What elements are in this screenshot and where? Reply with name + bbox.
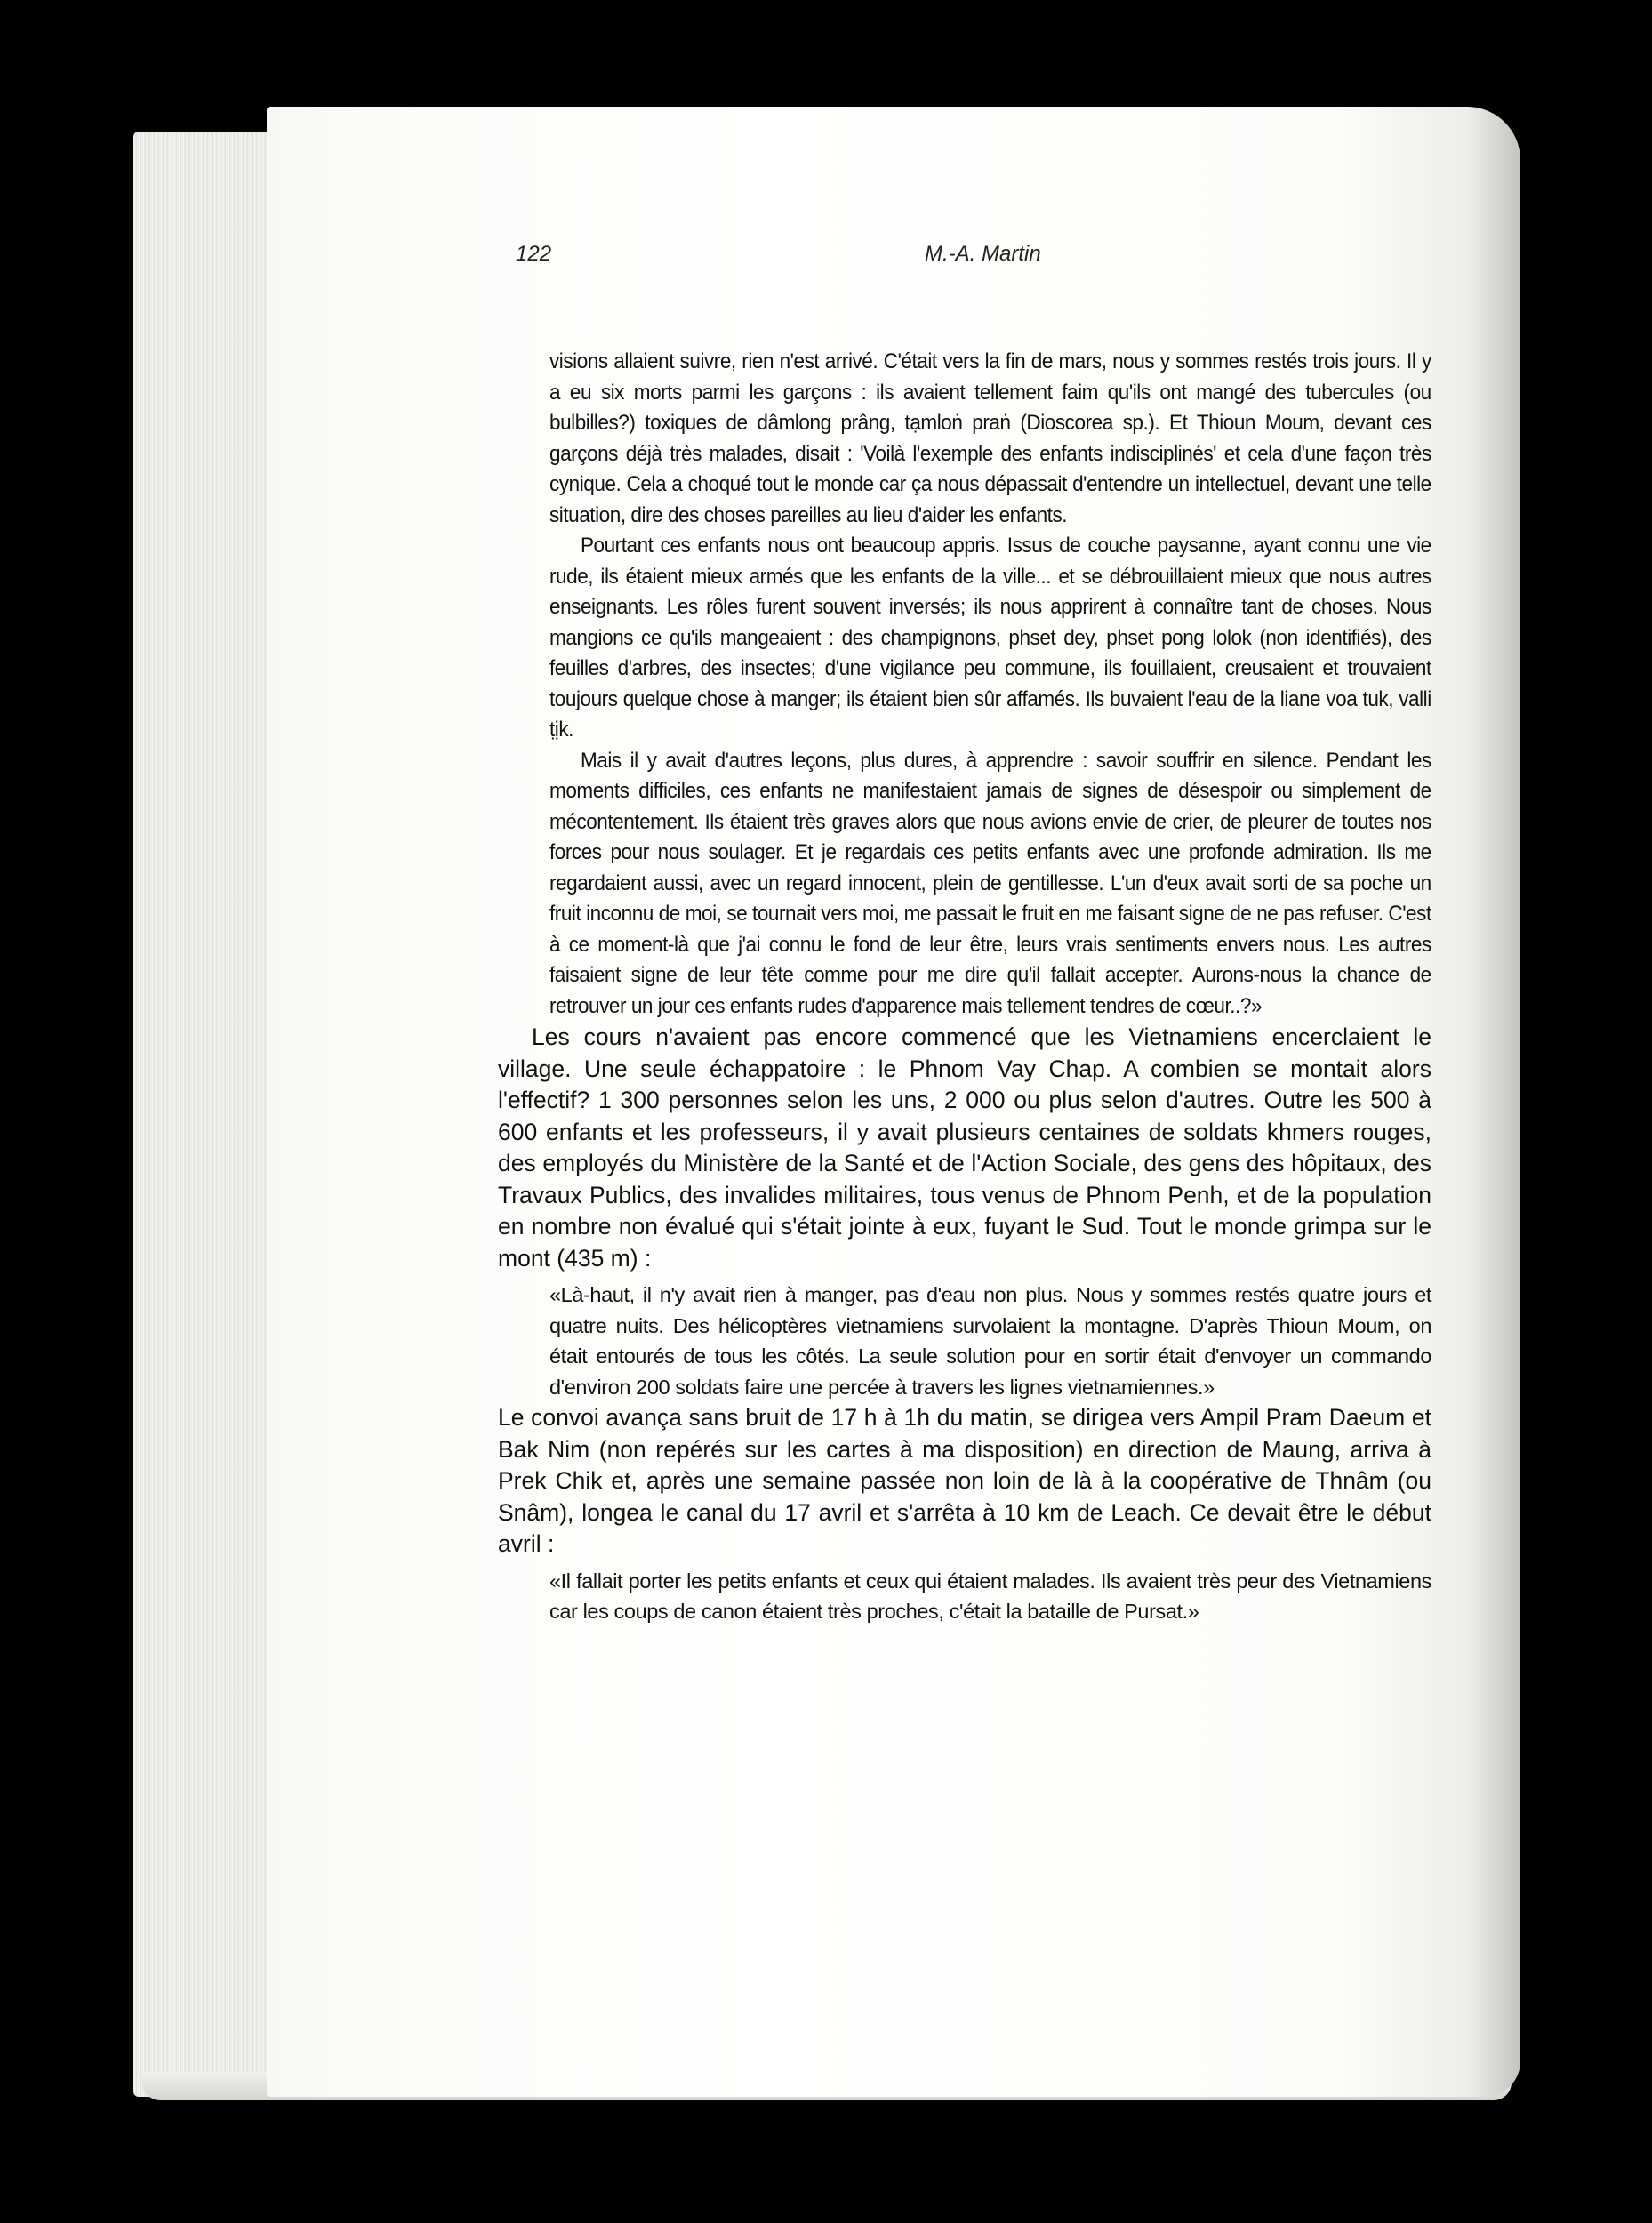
spine-shadow [1467,107,1520,2097]
quote-paragraph: visions allaient suivre, rien n'est arrivé. C'était vers la fin de mars, nous y sommes restés trois jours. Il y a eu six morts parmi les garçons : ils avaient tellement faim qu'ils ont mangé des tubercules (ou bulbilles?) toxiques de dâmlong prâng, tạmloṅ praṅ (Dioscorea sp.). Et Thioun Moum, devant ces garçons déjà très malades, disait : 'Voilà l'exemple des enfants indisciplinés' et cela d'une façon très cynique. Cela a choqué tout le monde car ça nous dépassait d'entendre un intellectuel, devant une telle situation, dire des choses pareilles au lieu d'aider les enfants. [549,349,1431,527]
block-quote-1 [549,347,1431,1022]
quote-paragraph: «Là-haut, il n'y avait rien à manger, pas d'eau non plus. Nous y sommes restés quatre jours et quatre nuits. Des hélicoptères vietnamiens survolaient la montagne. D'après Thioun Moum, on était entourés de tous les côtés. La seule solution pour en sortir était d'envoyer un commando d'environ 200 soldats faire une percée à travers les lignes vietnamiennes.» [549,1283,1431,1399]
page-number: 122 [516,242,552,266]
body-paragraph: Les cours n'avaient pas encore commencé que les Vietnamiens encerclaient le village. Une seule échappatoire : le Phnom Vay Chap. A combien se montait alors l'effectif? 1 300 personnes selon les uns, 2 000 ou plus selon d'autres. Outre les 500 à 600 enfants et les professeurs, il y avait plusieurs centaines de soldats khmers rouges, des employés du Ministère de la Santé et de l'Action Sociale, des gens des hôpitaux, des Travaux Publics, des invalides militaires, tous venus de Phnom Penh, et de la population en nombre non évalué qui s'était jointe à eux, fuyant le Sud. Tout le monde grimpa sur le mont (435 m) : [498,1023,1431,1272]
quote-paragraph: Pourtant ces enfants nous ont beaucoup appris. Issus de couche paysanne, ayant connu une vie rude, ils étaient mieux armés que les enfants de la ville... et se débrouillaient mieux que nous autres enseignants. Les rôles furent souvent inversés; ils nous apprirent à connaître tant de choses. Nous mangions ce qu'ils mangeaient : des champignons, phset dey, phset pong lolok (non identifiés), des feuilles d'arbres, des insectes; d'une vigilance peu commune, ils fouillaient, creusaient et trouvaient toujours quelque chose à manger; ils étaient bien sûr affamés. Ils buvaient l'eau de la liane voa tuk, valli ṭịk. [549,534,1431,742]
running-title: M.-A. Martin [925,242,1041,266]
block-quote-2 [549,1280,1431,1402]
running-head [267,242,1520,269]
quote-paragraph: Mais il y avait d'autres leçons, plus dures, à apprendre : savoir souffrir en silence. Pendant les moments difficiles, ces enfants ne manifestaient jamais de signes de désespoir ou simplement de mécontentement. Ils étaient très graves alors que nous avions envie de crier, de pleurer de toutes nos forces pour nous soulager. Et je regardais ces petits enfants avec une profonde admiration. Ils me regardaient aussi, avec un regard innocent, plein de gentillesse. L'un d'eux avait sorti de sa poche un fruit inconnu de moi, se tournait vers moi, me passait le fruit en me faisant signe de ne pas refuser. C'est à ce moment-là que j'ai connu le fond de leur être, leurs vrais sentiments envers nous. Les autres faisaient signe de leur tête comme pour me dire qu'il fallait accepter. Aurons-nous la chance de retrouver un jour ces enfants rudes d'apparence mais tellement tendres de cœur..?» [549,748,1431,1018]
quote-paragraph: «Il fallait porter les petits enfants et ceux qui étaient malades. Ils avaient très peur des Vietnamiens car les coups de canon étaient très proches, c'était la bataille de Pursat.» [549,1569,1431,1623]
block-quote-3 [549,1566,1431,1627]
text-body [498,347,1431,1627]
body-paragraph: Le convoi avança sans bruit de 17 h à 1h du matin, se dirigea vers Ampil Pram Daeum et Bak Nim (non repérés sur les cartes à ma disposition) en direction de Maung, arriva à Prek Chik et, après une semaine passée non loin de là à la coopérative de Thnâm (ou Snâm), longea le canal du 17 avril et s'arrêta à 10 km de Leach. Ce devait être le début avril : [498,1404,1431,1557]
book-page [267,107,1520,2097]
